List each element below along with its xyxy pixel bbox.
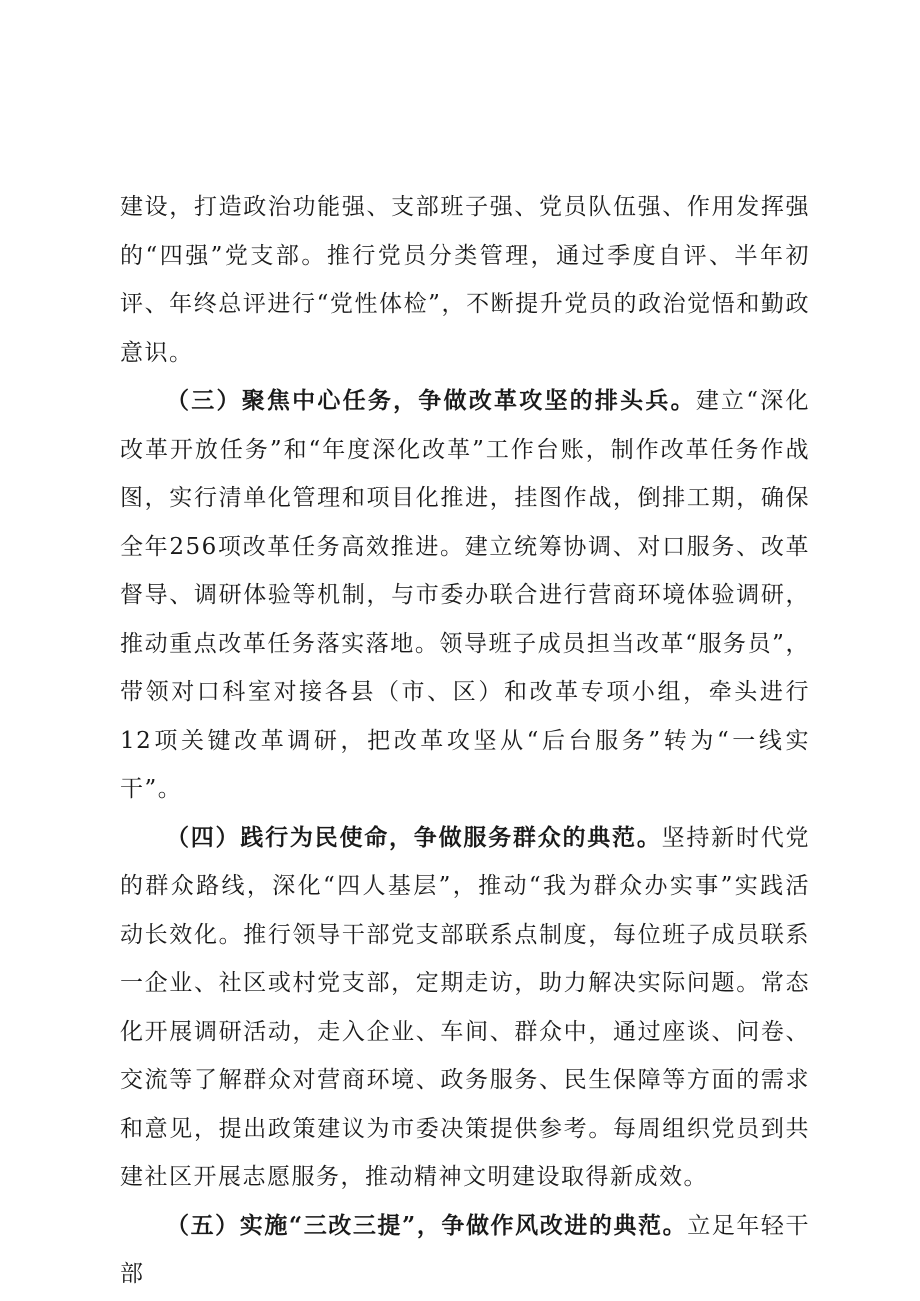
paragraph-section-5 bbox=[120, 1202, 810, 1299]
paragraph-section-3 bbox=[120, 377, 810, 814]
paragraph-continuation bbox=[120, 183, 810, 377]
paragraph-heading: （三）聚焦中心任务，争做改革攻坚的排头兵。 bbox=[166, 387, 696, 414]
paragraph-text: 坚持新时代党的群众路线，深化“四人基层”，推动“我为群众办实事”实践活动长效化。推行领导干部党支部联系点制度，每位班子成员联系一企业、社区或村党支部，定期走访，助力解决实际问题。常态化开展调研活动，走入企业、车间、群众中，通过座谈、问卷、交流等了解群众对营商环境、政务服务、民生保障等方面的需求和意见，提出政策建议为市委决策提供参考。每周组织党员到共建社区开展志愿服务，推动精神文明建设取得新成效。 bbox=[120, 824, 811, 1190]
paragraph-text: 建设，打造政治功能强、支部班子强、党员队伍强、作用发挥强的“四强”党支部。推行党员分类管理，通过季度自评、半年初评、年终总评进行“党性体检”，不断提升党员的政治觉悟和勤政意识。 bbox=[120, 194, 810, 366]
document-body bbox=[120, 183, 810, 1299]
paragraph-section-4 bbox=[120, 814, 810, 1202]
paragraph-heading: （四）践行为民使命，争做服务群众的典范。 bbox=[166, 823, 662, 851]
paragraph-heading: （五）实施“三改三提”，争做作风改进的典范。 bbox=[166, 1211, 688, 1239]
paragraph-text: 建立“深化改革开放任务”和“年度深化改革”工作台账，制作改革任务作战图，实行清单化管理和项目化推进，挂图作战，倒排工期，确保全年256项改革任务高效推进。建立统筹协调、对口服务、改革督导、调研体验等机制，与市委办联合进行营商环境体验调研，推动重点改革任务落实落地。领导班子成员担当改革“服务员”，带领对口科室对接各县（市、区）和改革专项小组，牵头进行12项关键改革调研，把改革攻坚从“后台服务”转为“一线实干”。 bbox=[120, 388, 811, 802]
paragraph-text: 立足年轻干部 bbox=[120, 1212, 810, 1287]
